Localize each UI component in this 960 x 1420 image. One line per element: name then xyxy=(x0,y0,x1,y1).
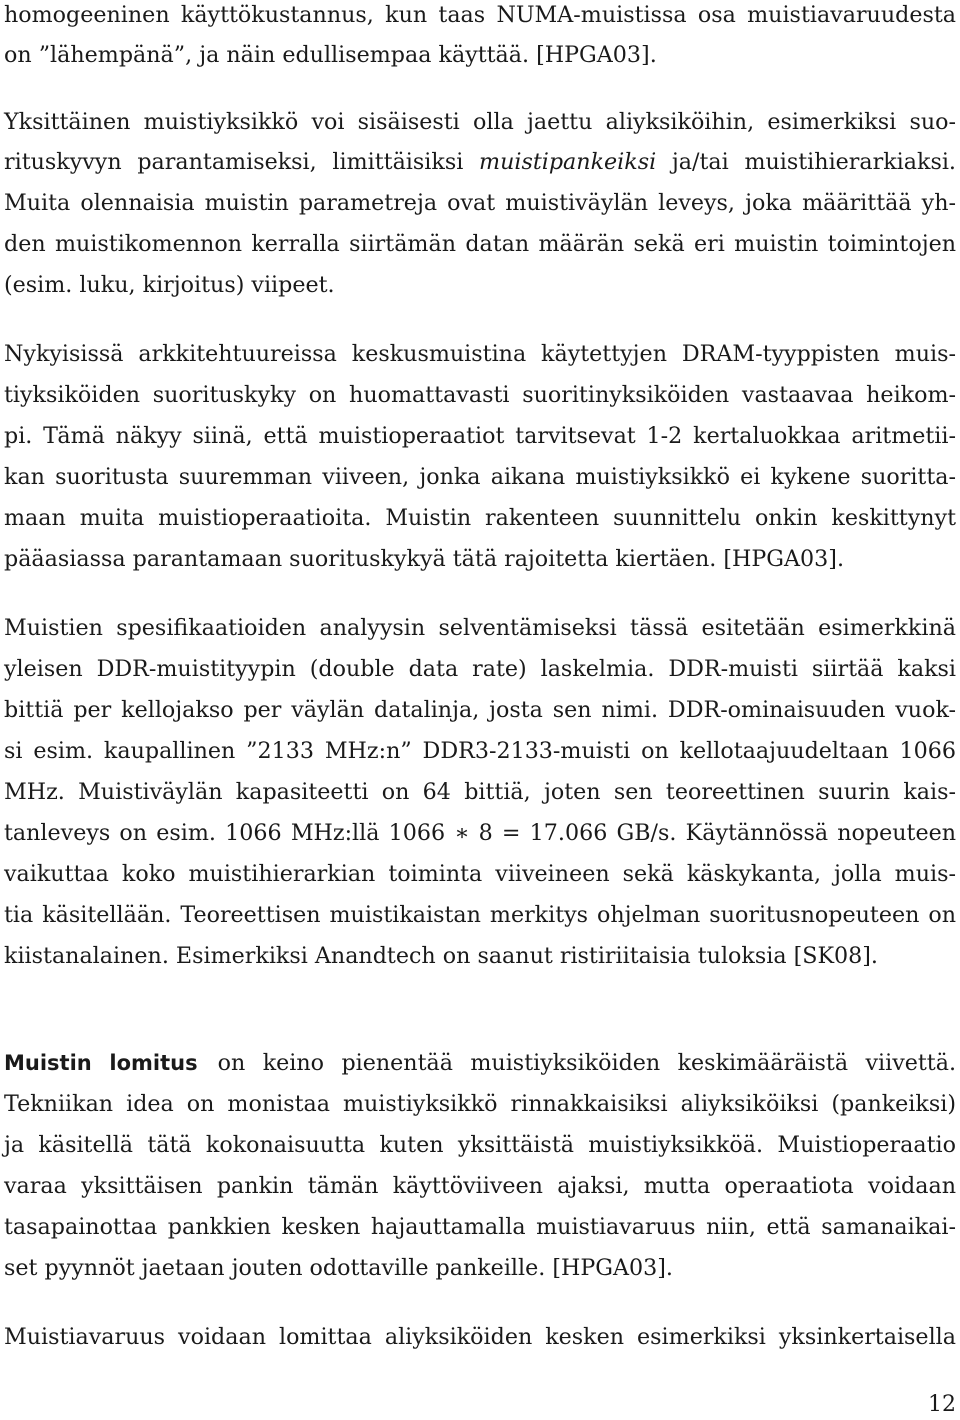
paragraph-heading: Muistin lomitus xyxy=(4,1051,198,1075)
italic-term: muistipankeiksi xyxy=(479,149,657,175)
text-line: pääasiassa parantamaan suorituskykyä tätä rajoitetta kiertäen. [HPGA03]. xyxy=(4,546,844,572)
text-line: tanleveys on esim. 1066 MHz:llä 1066 ∗ 8 = 17.066 GB/s. Käytännössä nopeuteen xyxy=(4,820,956,846)
text-line: homogeeninen käyttökustannus, kun taas NUMA-muistissa osa muistiavaruudesta xyxy=(4,2,956,28)
text-line: rituskyvyn parantamiseksi, limittäisiksi muistipankeiksi ja/tai muistihierarkiaksi. xyxy=(4,149,956,175)
text-line: yleisen DDR-muistityypin (double data rate) laskelmia. DDR-muisti siirtää kaksi xyxy=(4,656,956,682)
text-line: den muistikomennon kerralla siirtämän datan määrän sekä eri muistin toimintojen xyxy=(4,231,956,257)
text-line: tasapainottaa pankkien kesken hajauttamalla muistiavaruus niin, että samanaikai- xyxy=(4,1214,956,1240)
text-line: bittiä per kellojakso per väylän datalinja, josta sen nimi. DDR-ominaisuuden vuok- xyxy=(4,697,956,723)
text-line: set pyynnöt jaetaan jouten odottaville pankeille. [HPGA03]. xyxy=(4,1255,673,1281)
text-line: kiistanalainen. Esimerkiksi Anandtech on saanut ristiriitaisia tuloksia [SK08]. xyxy=(4,943,878,969)
page-number: 12 xyxy=(928,1392,956,1417)
text-line: tiyksiköiden suorituskyky on huomattavasti suoritinyksiköiden vastaavaa heikom- xyxy=(4,382,956,408)
text-line: maan muita muistioperaatioita. Muistin rakenteen suunnittelu onkin keskittynyt xyxy=(4,505,956,531)
text-line: si esim. kaupallinen ”2133 MHz:n” DDR3-2133-muisti on kellotaajuudeltaan 1066 xyxy=(4,738,956,764)
text-line: Tekniikan idea on monistaa muistiyksikkö rinnakkaisiksi aliyksiköiksi (pankeiksi) xyxy=(4,1091,956,1117)
text-line: Muistiavaruus voidaan lomittaa aliyksiköiden kesken esimerkiksi yksinkertaisella xyxy=(4,1324,956,1350)
text-line: ja käsitellä tätä kokonaisuutta kuten yksittäistä muistiyksikköä. Muistioperaatio xyxy=(4,1132,956,1158)
text-line: Yksittäinen muistiyksikkö voi sisäisesti olla jaettu aliyksiköihin, esimerkiksi suo- xyxy=(4,109,956,135)
text-line: Muistin lomitus on keino pienentää muistiyksiköiden keskimääräistä viivettä. xyxy=(4,1050,956,1076)
text-line: Nykyisissä arkkitehtuureissa keskusmuistina käytettyjen DRAM-tyyppisten muis- xyxy=(4,341,956,367)
text-line: tia käsitellään. Teoreettisen muistikaistan merkitys ohjelman suoritusnopeuteen on xyxy=(4,902,956,928)
text-line: MHz. Muistiväylän kapasiteetti on 64 bittiä, joten sen teoreettinen suurin kais- xyxy=(4,779,956,805)
text-line: pi. Tämä näkyy siinä, että muistioperaatiot tarvitsevat 1-2 kertaluokkaa aritmetii- xyxy=(4,423,956,449)
text-line: Muistien spesifikaatioiden analyysin selventämiseksi tässä esitetään esimerkkinä xyxy=(4,615,956,641)
text-line: (esim. luku, kirjoitus) viipeet. xyxy=(4,272,335,298)
text-line: on ”lähempänä”, ja näin edullisempaa käyttää. [HPGA03]. xyxy=(4,42,657,68)
text-line: Muita olennaisia muistin parametreja ovat muistiväylän leveys, joka määrittää yh- xyxy=(4,190,956,216)
text-line: kan suoritusta suuremman viiveen, jonka aikana muistiyksikkö ei kykene suoritta- xyxy=(4,464,956,490)
text-line: varaa yksittäisen pankin tämän käyttöviiveen ajaksi, mutta operaatiota voidaan xyxy=(4,1173,956,1199)
text-line: vaikuttaa koko muistihierarkian toiminta viiveineen sekä käskykanta, jolla muis- xyxy=(4,861,956,887)
